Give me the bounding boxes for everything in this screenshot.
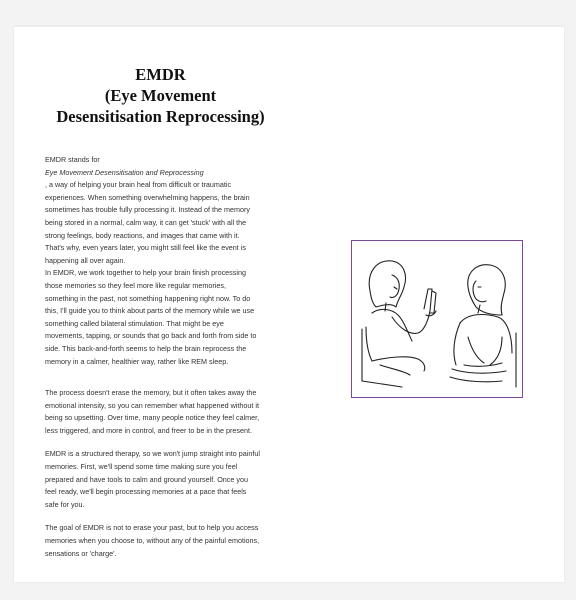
title-line-1: EMDR xyxy=(135,65,186,84)
intro-paragraph: , a way of helping your brain heal from difficult or traumatic experiences. When something overwhelming happens, the brain sometimes has trouble fully processing it. Instead of the memory being stored in a normal, calm way, it can get 'stuck' with all the strong feelings, body reactions, and images that came with it. That's why, even years later, you might still feel like the event is happening all over again. xyxy=(45,180,250,265)
body-text xyxy=(45,154,260,560)
intro-lead: EMDR stands for xyxy=(45,155,100,164)
paragraph-4: EMDR is a structured therapy, so we won't jump straight into painful memories. First, we'll spend some time making sure you feel prepared and have tools to calm and ground yourself. Once you feel ready, we'll begin processing memories at a pace that feels safe for you. xyxy=(45,449,260,509)
page-title xyxy=(28,64,293,127)
title-line-3: Desensitisation Reprocessing) xyxy=(56,107,265,126)
therapist-figure xyxy=(362,261,436,387)
paragraph-5: The goal of EMDR is not to erase your past, but to help you access memories when you choose to, without any of the painful emotions, sensations or 'charge'. xyxy=(45,523,260,558)
paragraph-2: In EMDR, we work together to help your brain finish processing those memories so they feel more like regular memories, something in the past, not something happening right now. To do this, I'll guide you to think about parts of the memory while we use something called bilateral stimulation. That might be eye movements, tapping, or sounds that go back and forth from side to side. This back-and-forth seems to help the brain reprocess the memory in a calmer, healthier way, rather like REM sleep. xyxy=(45,268,257,366)
therapy-drawing xyxy=(352,241,522,397)
intro-term: Eye Movement Desensitisation and Reprocessing xyxy=(45,167,204,177)
document-page xyxy=(14,26,564,582)
paragraph-3: The process doesn't erase the memory, but it often takes away the emotional intensity, so you can remember what happened without it being so upsetting. Over time, many people notice they feel calmer, less triggered, and more in control, and freer to be in the present. xyxy=(45,388,260,435)
page-top-divider xyxy=(14,26,564,27)
title-line-2: (Eye Movement xyxy=(104,86,217,105)
therapy-illustration xyxy=(351,240,523,398)
client-figure xyxy=(450,265,516,387)
